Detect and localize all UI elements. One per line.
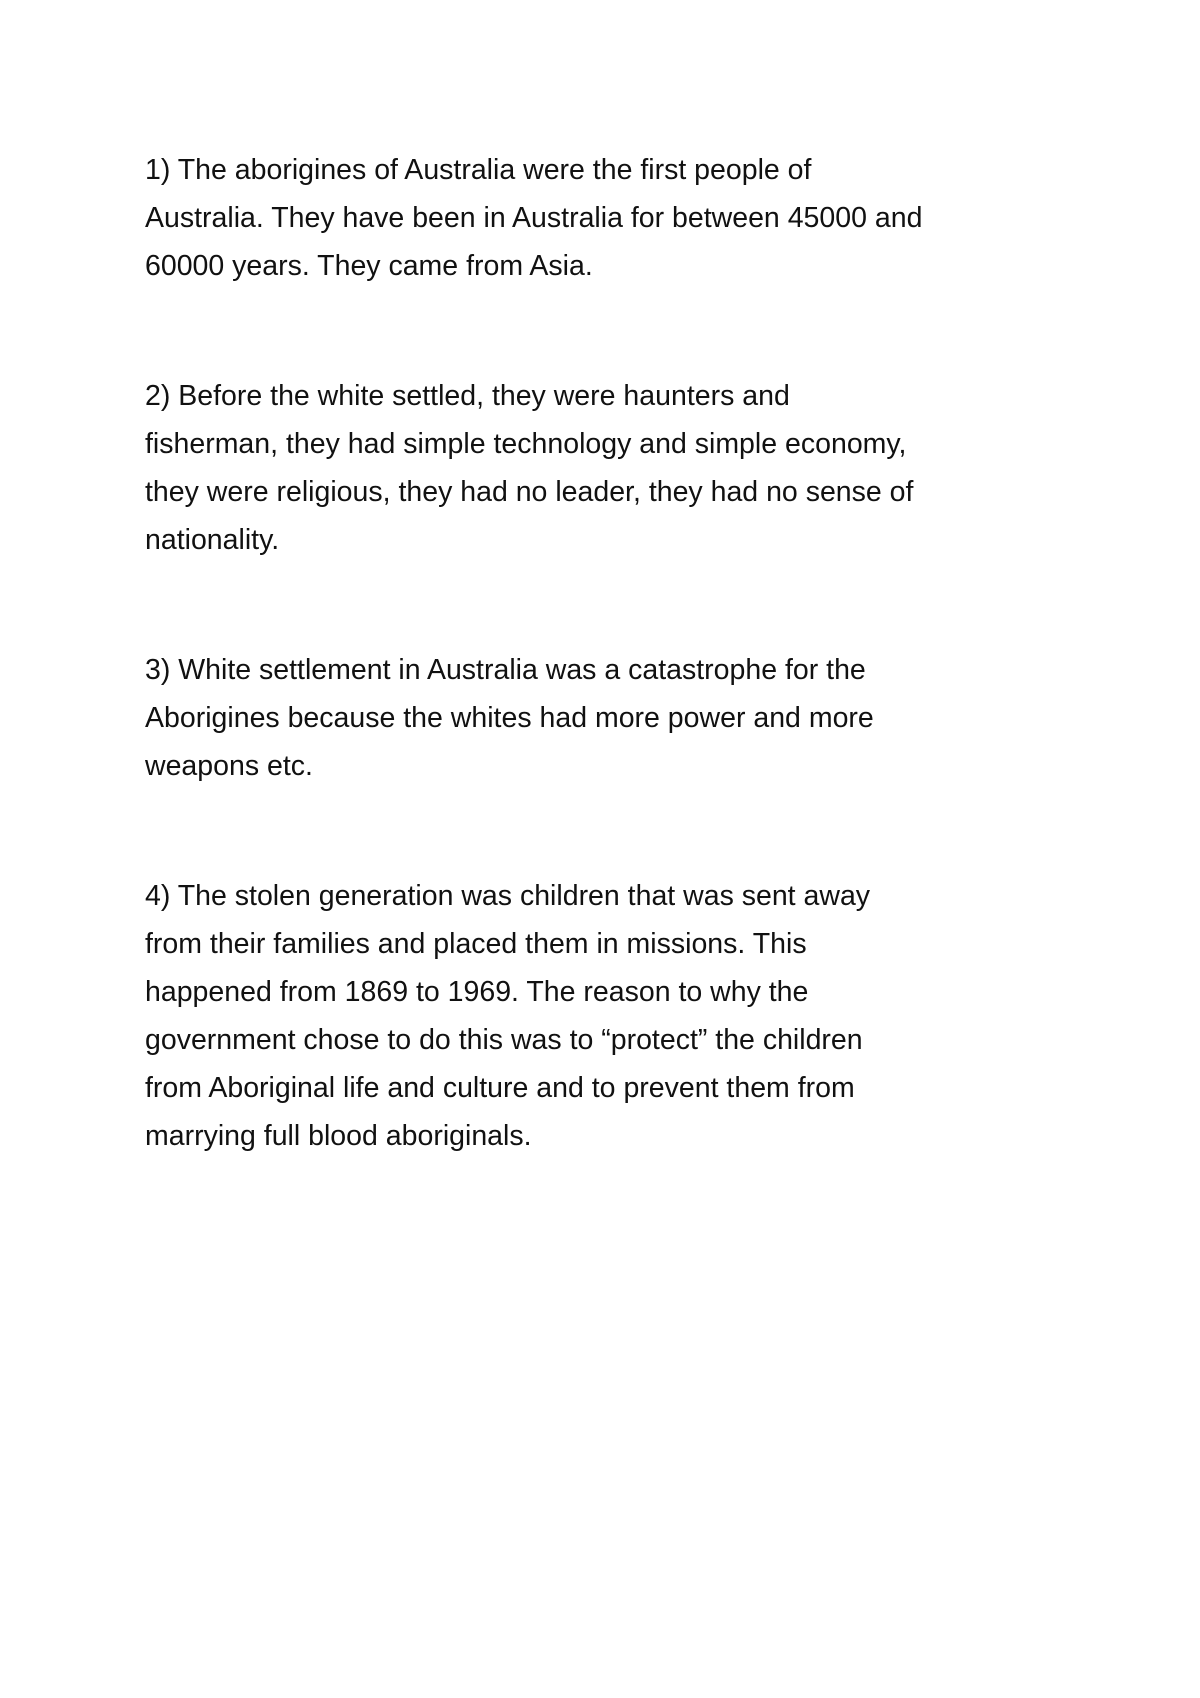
text-line: Aborigines because the whites had more power and more (145, 702, 874, 734)
paragraph-spacer (145, 564, 1085, 646)
text-line: 60000 years. They came from Asia. (145, 250, 593, 282)
paragraph-4 (145, 872, 1085, 1160)
text-line: marrying full blood aboriginals. (145, 1120, 532, 1152)
text-line: Australia. They have been in Australia for between 45000 and (145, 202, 923, 234)
paragraph-spacer (145, 290, 1085, 372)
text-line: 3) White settlement in Australia was a catastrophe for the (145, 654, 866, 686)
text-line: government chose to do this was to “protect” the children (145, 1024, 863, 1056)
paragraph-3 (145, 646, 1085, 790)
text-line: fisherman, they had simple technology and simple economy, (145, 428, 907, 460)
text-line: they were religious, they had no leader, they had no sense of (145, 476, 914, 508)
paragraph-spacer (145, 790, 1085, 872)
text-line: from their families and placed them in missions. This (145, 928, 807, 960)
text-line: weapons etc. (145, 750, 313, 782)
text-line: 4) The stolen generation was children that was sent away (145, 880, 871, 912)
text-line: happened from 1869 to 1969. The reason to why the (145, 976, 809, 1008)
text-line: from Aboriginal life and culture and to prevent them from (145, 1072, 855, 1104)
text-line: 1) The aborigines of Australia were the first people of (145, 154, 812, 186)
text-line: nationality. (145, 524, 280, 556)
paragraph-1 (145, 146, 1085, 290)
document-body (145, 146, 1085, 1160)
text-line: 2) Before the white settled, they were haunters and (145, 380, 790, 412)
paragraph-2 (145, 372, 1085, 564)
